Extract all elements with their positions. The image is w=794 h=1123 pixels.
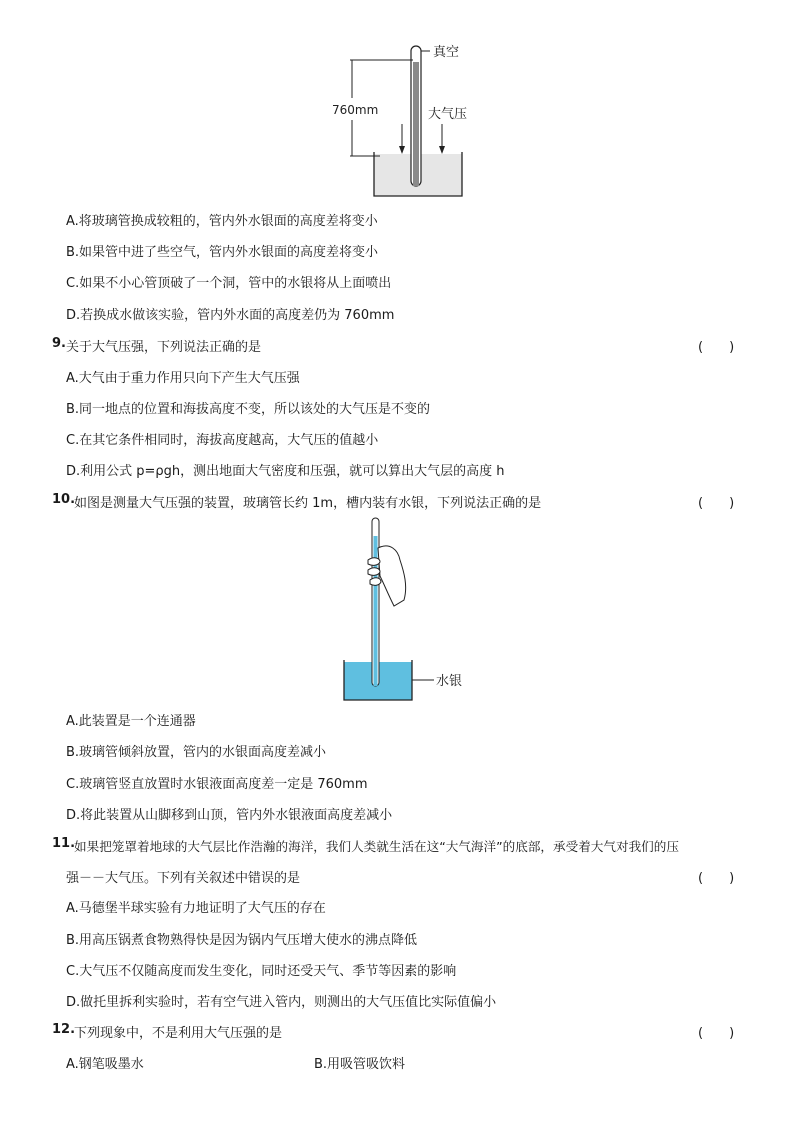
q11-stem-line1: 如果把笼罩着地球的大气层比作浩瀚的海洋，我们人类就生活在这“大气海洋”的底部，承受着大气对我们的压 — [74, 839, 679, 854]
q8-option-c: C.如果不小心管顶破了一个洞，管中的水银将从上面喷出 — [66, 276, 392, 291]
q11-answer-blank: ( ) — [698, 871, 735, 886]
mercury-label: 水银 — [436, 674, 463, 689]
q12-stem: 下列现象中，不是利用大气压强的是 — [74, 1026, 283, 1041]
vacuum-label: 真空 — [433, 45, 460, 60]
q9-option-d: D.利用公式 p=ρgh，测出地面大气密度和压强，就可以算出大气层的高度 h — [66, 464, 505, 479]
mercury-tube-figure — [338, 514, 478, 708]
q10-number: 10. — [52, 492, 76, 507]
q10-option-b: B.玻璃管倾斜放置，管内的水银面高度差减小 — [66, 745, 327, 760]
q12-option-a: A.钢笔吸墨水 — [66, 1057, 144, 1072]
q12-option-b: B.用吸管吸饮料 — [314, 1057, 406, 1072]
q9-stem: 关于大气压强，下列说法正确的是 — [66, 340, 262, 355]
q9-option-c: C.在其它条件相同时，海拔高度越高，大气压的值越小 — [66, 433, 379, 448]
q9-answer-blank: ( ) — [698, 340, 735, 355]
pressure-label: 大气压 — [428, 107, 468, 122]
q11-stem-line2: 强－－大气压。下列有关叙述中错误的是 — [66, 871, 301, 886]
torricelli-figure — [320, 36, 490, 202]
q10-stem: 如图是测量大气压强的装置，玻璃管长约 1m，槽内装有水银，下列说法正确的是 — [74, 496, 542, 511]
q11-option-b: B.用高压锅煮食物熟得快是因为锅内气压增大使水的沸点降低 — [66, 933, 418, 948]
q11-number: 11. — [52, 836, 76, 851]
q10-option-a: A.此装置是一个连通器 — [66, 714, 196, 729]
q10-answer-blank: ( ) — [698, 496, 735, 511]
q11-option-a: A.马德堡半球实验有力地证明了大气压的存在 — [66, 901, 326, 916]
height-label: 760mm — [332, 103, 379, 117]
q12-answer-blank: ( ) — [698, 1026, 735, 1041]
q11-option-d: D.做托里拆利实验时，若有空气进入管内，则测出的大气压值比实际值偏小 — [66, 995, 497, 1010]
q8-option-d: D.若换成水做该实验，管内外水面的高度差仍为 760mm — [66, 308, 395, 323]
q12-number: 12. — [52, 1022, 76, 1037]
q8-option-a: A.将玻璃管换成较粗的，管内外水银面的高度差将变小 — [66, 214, 378, 229]
q11-option-c: C.大气压不仅随高度而发生变化，同时还受天气、季节等因素的影响 — [66, 964, 457, 979]
q9-number: 9. — [52, 336, 66, 351]
q8-option-b: B.如果管中进了些空气，管内外水银面的高度差将变小 — [66, 245, 379, 260]
q10-option-c: C.玻璃管竖直放置时水银液面高度差一定是 760mm — [66, 777, 368, 792]
q9-option-a: A.大气由于重力作用只向下产生大气压强 — [66, 371, 300, 386]
q10-option-d: D.将此装置从山脚移到山顶，管内外水银液面高度差减小 — [66, 808, 393, 823]
q9-option-b: B.同一地点的位置和海拔高度不变，所以该处的大气压是不变的 — [66, 402, 431, 417]
